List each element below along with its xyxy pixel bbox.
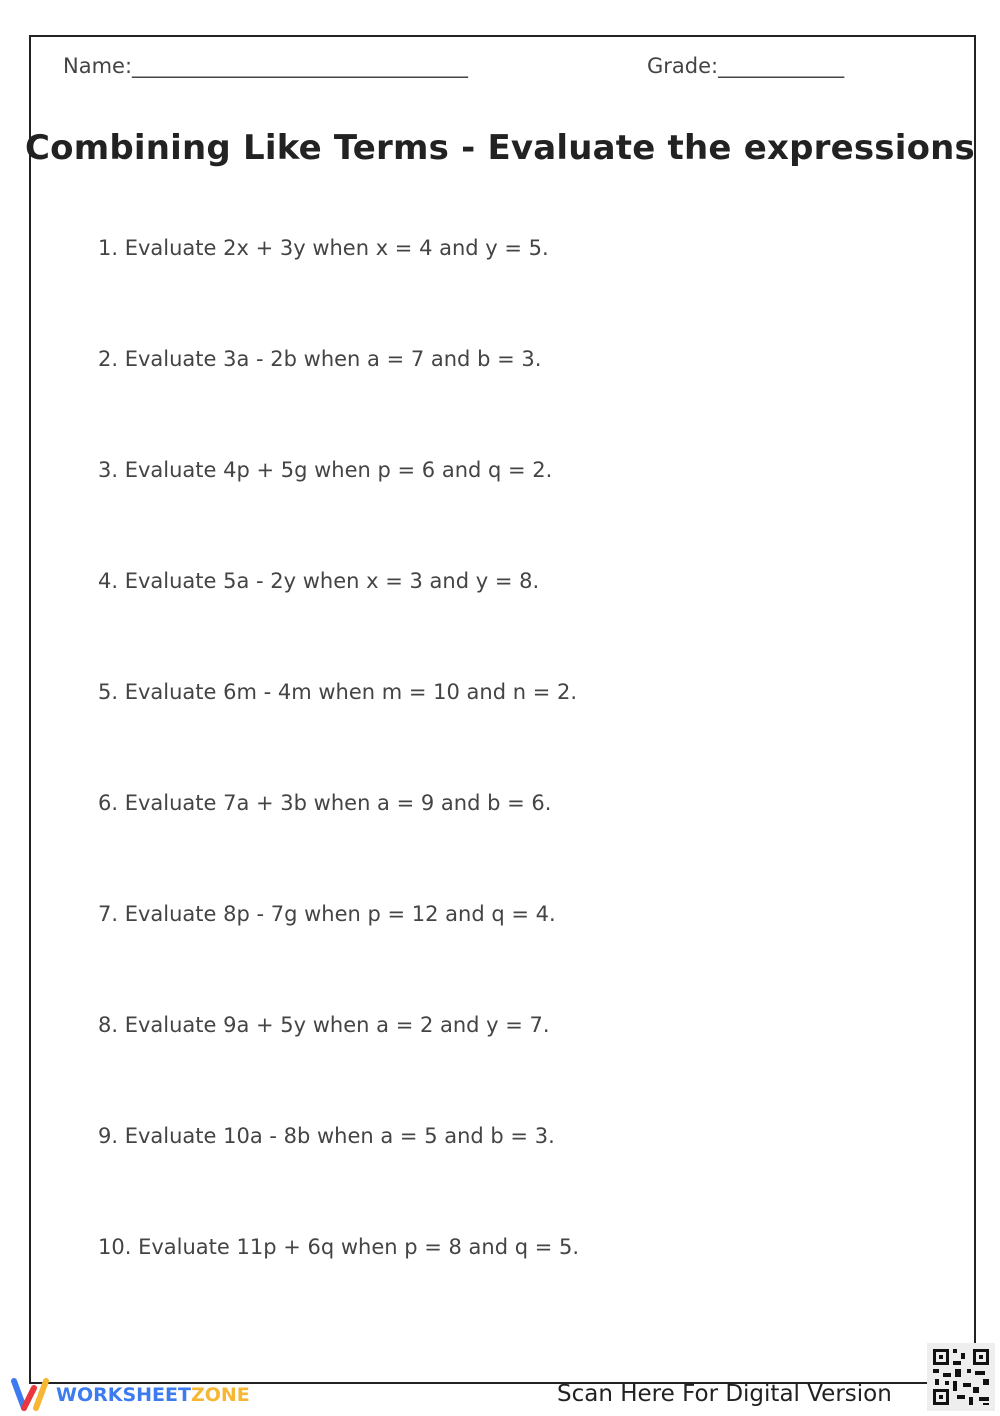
qr-code-icon [927,1343,995,1411]
question-9: 9. Evaluate 10a - 8b when a = 5 and b = 3. [98,1124,555,1148]
question-4: 4. Evaluate 5a - 2y when x = 3 and y = 8. [98,569,540,593]
question-5: 5. Evaluate 6m - 4m when m = 10 and n = 2. [98,680,578,704]
logo-text-worksheet: WORKSHEET [56,1384,191,1406]
question-7: 7. Evaluate 8p - 7g when p = 12 and q = 4. [98,902,556,926]
worksheetzone-logo [10,1378,250,1412]
page-title: Combining Like Terms - Evaluate the expressions [25,128,975,168]
name-field[interactable]: Name:________________________________ [63,54,469,78]
scan-text: Scan Here For Digital Version [557,1381,892,1407]
logo-w-icon [10,1378,52,1412]
question-1: 1. Evaluate 2x + 3y when x = 4 and y = 5. [98,236,549,260]
qr-code[interactable] [927,1343,995,1411]
question-6: 6. Evaluate 7a + 3b when a = 9 and b = 6. [98,791,552,815]
logo-text-zone: ZONE [190,1384,250,1406]
question-10: 10. Evaluate 11p + 6q when p = 8 and q = 5. [98,1235,580,1259]
grade-field[interactable]: Grade:____________ [647,54,845,78]
question-8: 8. Evaluate 9a + 5y when a = 2 and y = 7. [98,1013,550,1037]
question-3: 3. Evaluate 4p + 5g when p = 6 and q = 2. [98,458,553,482]
question-2: 2. Evaluate 3a - 2b when a = 7 and b = 3. [98,347,542,371]
